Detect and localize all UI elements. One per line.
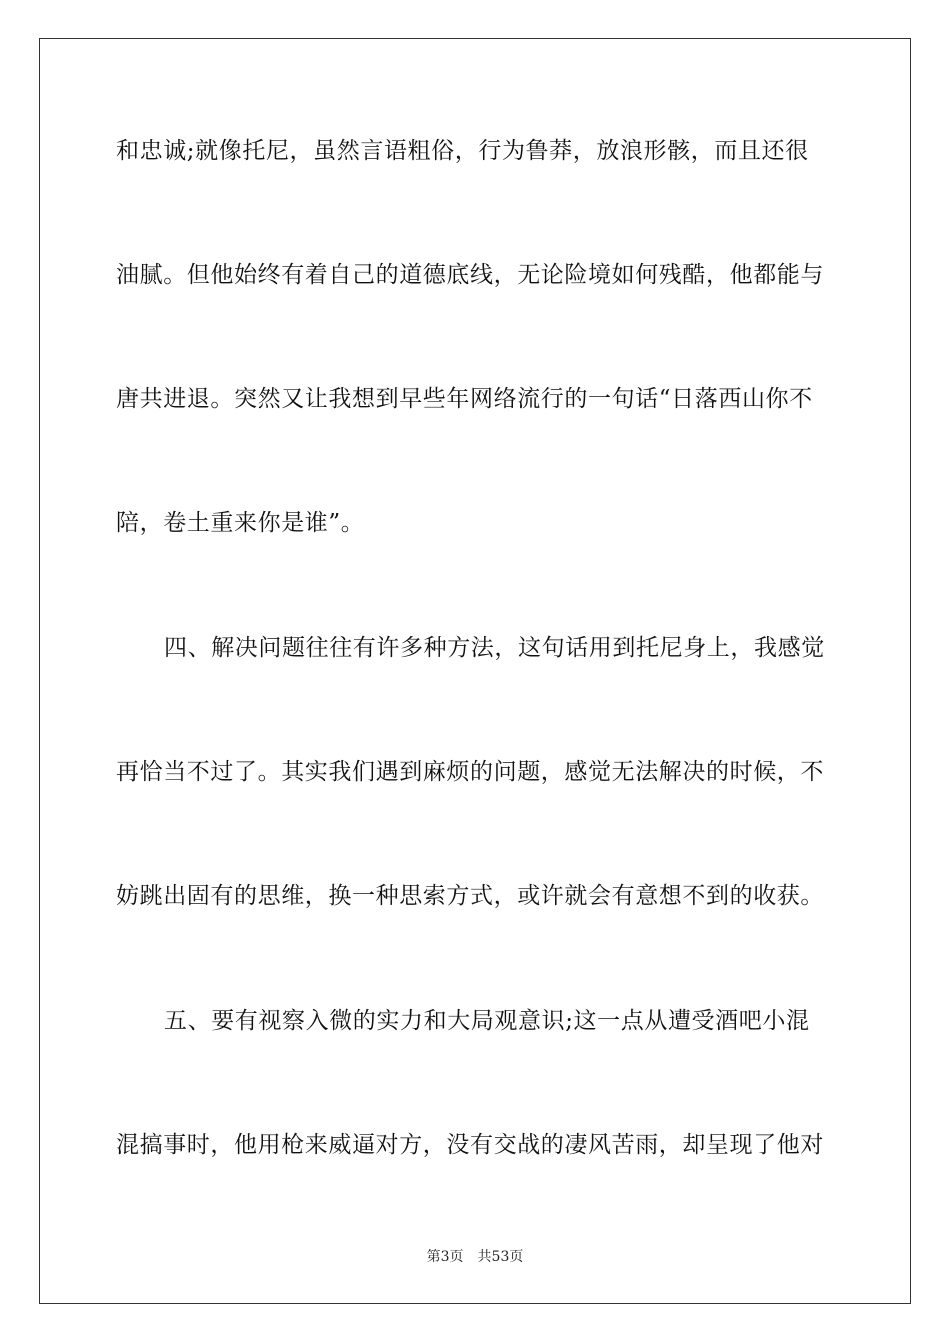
paragraph-start-line: 四、解决问题往往有许多种方法，这句话用到托尼身上，我感觉	[164, 635, 825, 661]
page-number: 第3页	[426, 1249, 464, 1265]
text-line: 再恰当不过了。其实我们遇到麻烦的问题，感觉无法解决的时候，不	[116, 759, 824, 785]
text-line: 唐共进退。突然又让我想到早些年网络流行的一句话“日落西山你不	[116, 386, 813, 412]
page-border	[39, 38, 911, 1304]
text-line: 妨跳出固有的思维，换一种思索方式，或许就会有意想不到的收获。	[116, 883, 824, 909]
text-line: 油腻。但他始终有着自己的道德底线，无论险境如何残酷，他都能与	[116, 262, 824, 288]
text-line: 混搞事时，他用枪来威逼对方，没有交战的凄风苦雨，却呈现了他对	[116, 1132, 824, 1158]
text-line: 和忠诚;就像托尼，虽然言语粗俗，行为鲁莽，放浪形骸，而且还很	[116, 138, 809, 164]
text-line: 陪，卷土重来你是谁”。	[116, 510, 365, 536]
page-footer	[0, 1248, 950, 1266]
paragraph-start-line: 五、要有视察入微的实力和大局观意识;这一点从遭受酒吧小混	[164, 1008, 810, 1034]
page-total: 共53页	[477, 1249, 524, 1265]
